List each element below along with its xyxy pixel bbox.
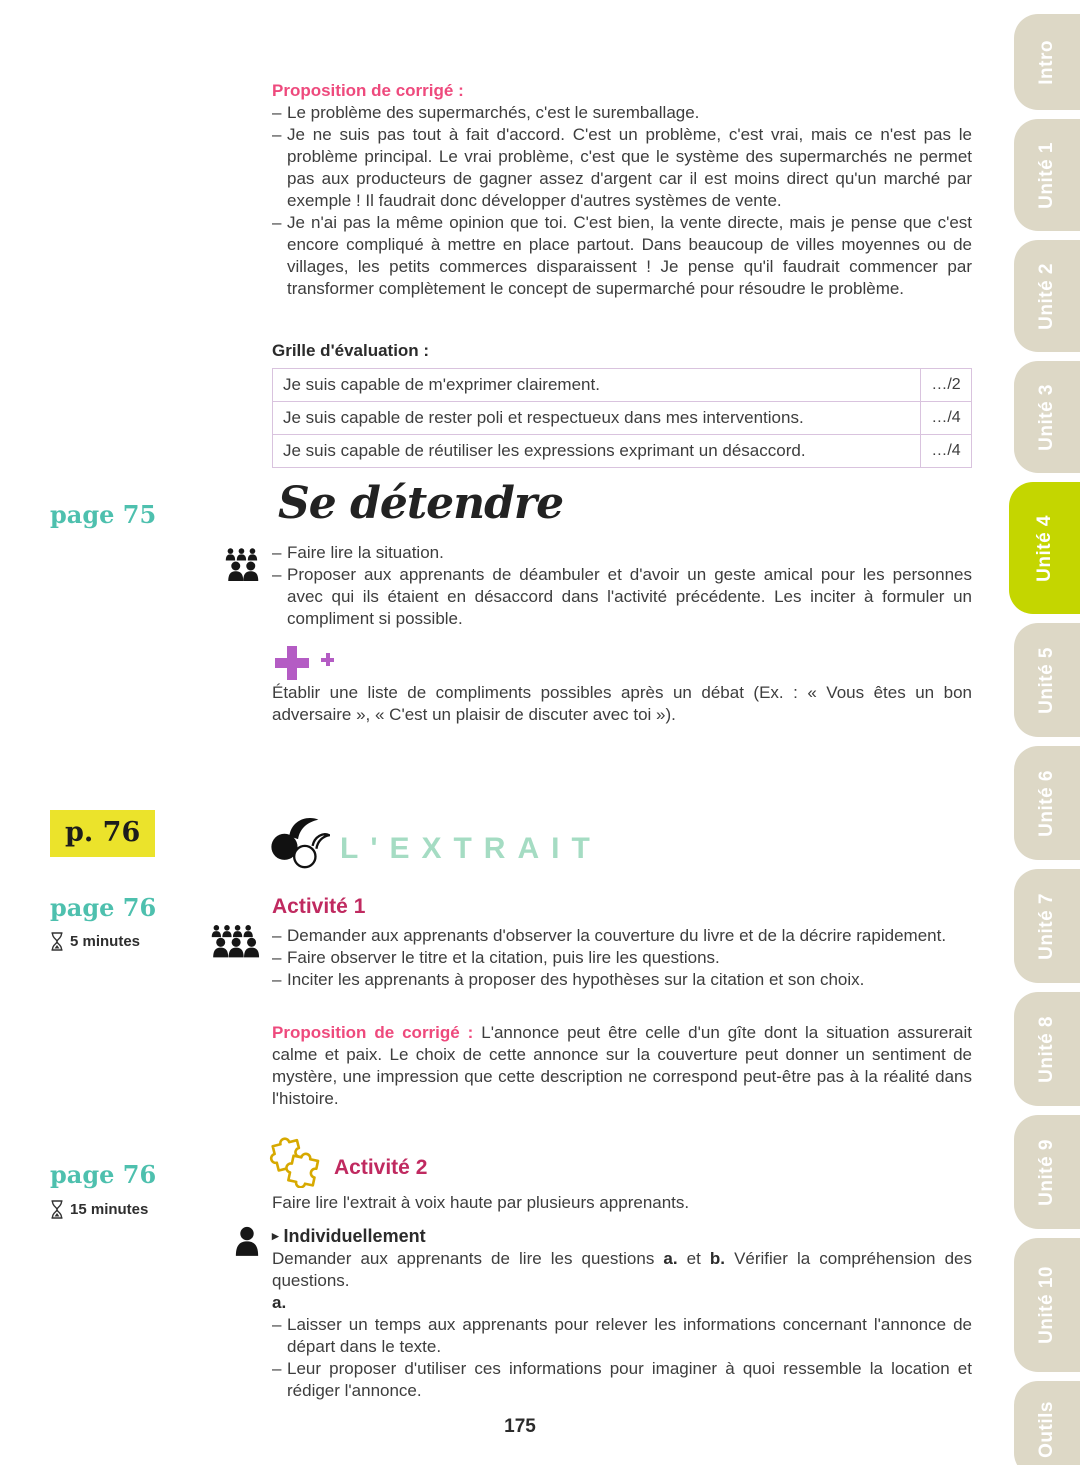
dash-marker: – xyxy=(272,1359,282,1378)
list-item xyxy=(272,1314,972,1358)
list-item-text: Je n'ai pas la même opinion que toi. C'est bien, la vente directe, mais je pense que c'est encore compliqué à mettre en place partout. Dans beaucoup de villes moyennes ou de villages, les petits commerces disparaissent ! Je pense qu'il faudrait commencer par transformer complètement le concept de supermarché pour résoudre le problème. xyxy=(287,213,972,298)
list-item-text: Inciter les apprenants à proposer des hypothèses sur la citation et son choix. xyxy=(287,970,865,989)
activite-2-title: Activité 2 xyxy=(334,1156,428,1179)
hourglass-icon xyxy=(50,932,64,951)
duration-row xyxy=(50,1200,148,1219)
tab-label: Unité 7 xyxy=(1036,892,1057,960)
extrait-title: L'EXTRAIT xyxy=(340,832,602,865)
individually-title: Individuellement xyxy=(283,1226,426,1246)
tab-label: Intro xyxy=(1036,39,1057,85)
list-item xyxy=(272,102,972,124)
activite-1-title: Activité 1 xyxy=(272,895,366,918)
table-row xyxy=(273,369,971,402)
plus-icon xyxy=(275,646,309,680)
duration-label: 5 minutes xyxy=(70,933,141,950)
individually-text xyxy=(272,1248,972,1292)
triangle-bullet-icon: ▸ xyxy=(272,1228,279,1243)
text-segment: Vérifier la compréhension des questions. xyxy=(272,1249,972,1290)
tab-label: Unité 10 xyxy=(1036,1266,1057,1344)
group-icon xyxy=(224,548,264,586)
se-detendre-title: Se détendre xyxy=(278,478,564,529)
tab-label: Unité 4 xyxy=(1033,514,1055,582)
hourglass-icon xyxy=(50,1200,64,1219)
question-a-ref: a. xyxy=(663,1249,678,1268)
score-cell: …/4 xyxy=(920,435,971,467)
activite-1-instructions xyxy=(272,925,972,991)
list-item xyxy=(272,969,972,991)
score-cell: …/4 xyxy=(920,402,971,434)
tab-label: Unité 6 xyxy=(1036,769,1057,837)
page-number: 175 xyxy=(504,1416,536,1437)
list-item-text: Faire observer le titre et la citation, puis lire les questions. xyxy=(287,948,720,967)
small-plus-icon xyxy=(321,653,334,666)
page-ref-box: p. 76 xyxy=(50,810,155,857)
dash-marker: – xyxy=(272,926,282,945)
table-row xyxy=(273,402,971,435)
evaluation-table xyxy=(272,368,972,468)
tab-label: Unité 3 xyxy=(1036,383,1057,451)
unit-tab-bar xyxy=(1004,0,1080,1465)
list-item-text: Laisser un temps aux apprenants pour relever les informations concernant l'annonce de départ dans le texte. xyxy=(287,1315,972,1356)
list-item xyxy=(272,124,972,212)
dash-marker: – xyxy=(272,543,282,562)
criterion-cell: Je suis capable de rester poli et respectueux dans mes interventions. xyxy=(283,408,804,427)
text-segment: et xyxy=(677,1249,710,1268)
list-item-text: Leur proposer d'utiliser ces informations pour imaginer à quoi ressemble la location et rédiger l'annonce. xyxy=(287,1359,972,1400)
item-a-label: a. xyxy=(272,1293,287,1312)
list-item-text: Proposer aux apprenants de déambuler et d'avoir un geste amical pour les personnes avec qui ils étaient en désaccord dans l'activité précédente. Les inciter à formuler un compliment si possible. xyxy=(287,565,972,628)
tab-unite-9 xyxy=(1014,1115,1080,1229)
person-icon xyxy=(234,1226,260,1256)
table-row xyxy=(273,435,971,467)
proposition-block-2 xyxy=(272,1022,972,1110)
plus-activity-icons xyxy=(275,646,334,685)
tab-label: Outils xyxy=(1036,1400,1057,1458)
tab-outils xyxy=(1014,1381,1080,1465)
large-group-icon xyxy=(210,924,264,966)
dash-marker: – xyxy=(272,125,282,144)
criterion-cell: Je suis capable de m'exprimer clairement. xyxy=(283,375,600,394)
se-detendre-instructions xyxy=(272,542,972,630)
proposition-label: Proposition de corrigé : xyxy=(272,1023,474,1042)
tab-label: Unité 1 xyxy=(1036,141,1057,209)
dash-marker: – xyxy=(272,1315,282,1334)
tab-intro xyxy=(1014,14,1080,110)
tab-unite-1 xyxy=(1014,119,1080,231)
margin-page-75-label: page 75 xyxy=(50,500,157,529)
tab-unite-6 xyxy=(1014,746,1080,860)
list-item-text: Le problème des supermarchés, c'est le suremballage. xyxy=(287,103,700,122)
quote-icon xyxy=(268,812,330,872)
dash-marker: – xyxy=(272,948,282,967)
margin-p76-box xyxy=(50,810,155,857)
list-item-text: Demander aux apprenants d'observer la couverture du livre et de la décrire rapidement. xyxy=(287,926,947,945)
tab-unite-2 xyxy=(1014,240,1080,352)
list-item xyxy=(272,564,972,630)
tab-label: Unité 9 xyxy=(1036,1138,1057,1206)
list-item xyxy=(272,925,972,947)
question-b-ref: b. xyxy=(709,1249,725,1268)
list-item-text: Faire lire la situation. xyxy=(287,543,444,562)
margin-page-76-label-1: page 76 xyxy=(50,893,157,922)
activite-2-intro: Faire lire l'extrait à voix haute par plusieurs apprenants. xyxy=(272,1193,690,1212)
tab-unite-7 xyxy=(1014,869,1080,983)
list-item xyxy=(272,212,972,300)
evaluation-grid-block xyxy=(272,340,972,468)
margin-page-76-label-2: page 76 xyxy=(50,1160,157,1189)
dash-marker: – xyxy=(272,213,282,232)
list-item xyxy=(272,542,972,564)
dash-marker: – xyxy=(272,103,282,122)
individually-block xyxy=(272,1224,972,1402)
score-cell: …/2 xyxy=(920,369,971,401)
tab-label: Unité 2 xyxy=(1036,262,1057,330)
dash-marker: – xyxy=(272,565,282,584)
plus-activity-text: Établir une liste de compliments possibles après un débat (Ex. : « Vous êtes un bon adversaire », « C'est un plaisir de discuter avec toi »). xyxy=(272,683,972,724)
duration-label: 15 minutes xyxy=(70,1201,149,1218)
tab-unite-3 xyxy=(1014,361,1080,473)
list-item xyxy=(272,1358,972,1402)
tab-unite-5 xyxy=(1014,623,1080,737)
tab-label: Unité 8 xyxy=(1036,1015,1057,1083)
proposition-text: L'annonce peut être celle d'un gîte dont la situation assurerait calme et paix. Le choix de cette annonce sur la couverture peut donner un sentiment de mystère, une impression que cette description ne correspond peut-être pas à la réalité dans l'histoire. xyxy=(272,1023,972,1108)
proposition-block-1 xyxy=(272,80,972,300)
grid-title: Grille d'évaluation : xyxy=(272,341,430,360)
tab-label: Unité 5 xyxy=(1036,646,1057,714)
list-item-text: Je ne suis pas tout à fait d'accord. C'est un problème, c'est vrai, mais ce n'est pas le problème principal. Le vrai problème, c'est que le système des supermarchés ne permet pas aux producteurs de gagner assez d'argent car il est moins direct qu'un marché par exemple ! Il faudrait donc développer d'autres systèmes de vente. xyxy=(287,125,972,210)
tab-unite-8 xyxy=(1014,992,1080,1106)
criterion-cell: Je suis capable de réutiliser les expressions exprimant un désaccord. xyxy=(283,441,806,460)
duration-row xyxy=(50,932,140,951)
tab-unite-4-active xyxy=(1009,482,1080,614)
tab-unite-10 xyxy=(1014,1238,1080,1372)
text-segment: Demander aux apprenants de lire les questions xyxy=(272,1249,664,1268)
list-item xyxy=(272,947,972,969)
puzzle-icon xyxy=(268,1136,322,1188)
proposition-label: Proposition de corrigé : xyxy=(272,81,464,100)
dash-marker: – xyxy=(272,970,282,989)
